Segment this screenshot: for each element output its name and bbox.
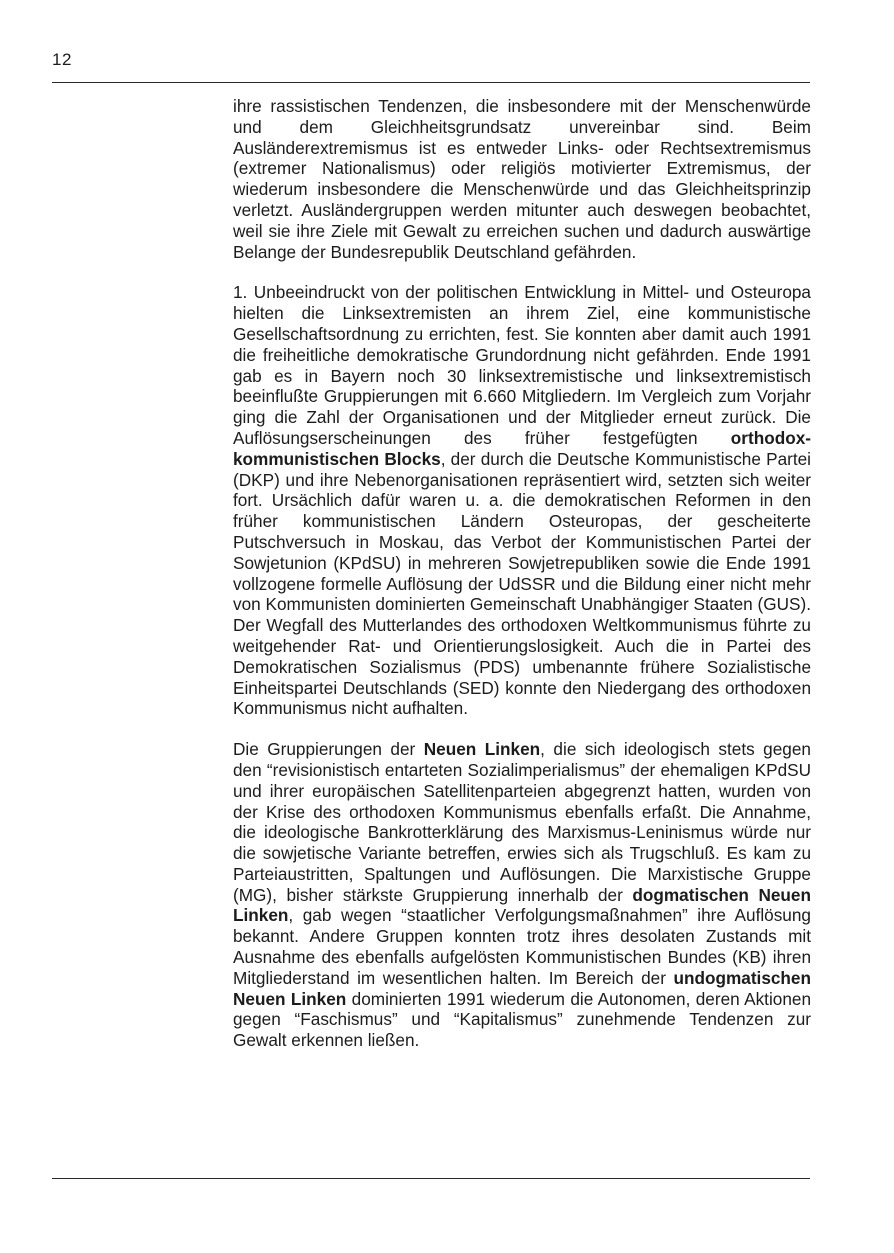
paragraph-neue-linke	[233, 739, 811, 1051]
paragraph-intro	[233, 96, 811, 262]
text-run: ihre rassistischen Tendenzen, die insbesondere mit der Menschenwürde und dem Gleichheitsgrundsatz unvereinbar sind. Beim Ausländerextremismus ist es entweder Links- oder Rechtsextremismus (extremer Nationalismus) oder religiös motivierter Extremismus, der wiederum insbesondere die Menschenwürde und das Gleichheitsprinzip verletzt. Ausländergruppen werden mitunter auch deswegen beobachtet, weil sie ihre Ziele mit Gewalt zu erreichen suchen und dadurch auswärtige Belange der Bundesrepublik Deutschland gefährden.	[233, 96, 811, 262]
paragraph-linksextremismus	[233, 282, 811, 719]
body-text	[233, 96, 811, 1051]
text-run: dominierten 1991 wiederum die Autonomen, deren Aktionen gegen “Faschismus” und “Kapitalismus” zunehmende Tendenzen zur Gewalt erkennen ließen.	[233, 988, 811, 1051]
bold-term: orthodox-kommunistischen Blocks	[233, 427, 811, 469]
bold-term: Neuen Linken	[423, 739, 541, 760]
bold-term: undogmatischen Neuen Linken	[233, 967, 811, 1009]
text-run: , die sich ideologisch stets gegen den “revisionistisch entarteten Sozialimperialismus” der ehemaligen KPdSU und ihrer europäischen Satellitenparteien abgegrenzt hatten, wurden von der Krise des orthodoxen Kommunismus ebenfalls erfaßt. Die Annahme, die ideologische Bankrotterklärung des Marxismus-Leninismus würde nur die sowjetische Variante betreffen, erwies sich als Trugschluß. Es kam zu Parteiaustritten, Spaltungen und Auflösungen. Die Marxistische Gruppe (MG), bisher stärkste Gruppierung innerhalb der	[233, 739, 811, 905]
top-rule	[52, 82, 810, 83]
page-number: 12	[52, 50, 72, 69]
bottom-rule	[52, 1178, 810, 1179]
text-run: , der durch die Deutsche Kommunistische Partei (DKP) und ihre Nebenorganisationen repräsentiert wird, setzten sich weiter fort. Ursächlich dafür waren u. a. die demokratischen Reformen in den früher kommunistischen Ländern Osteuropas, der gescheiterte Putschversuch in Moskau, das Verbot der Kommunistischen Partei der Sowjetunion (KPdSU) in mehreren Sowjetrepubliken sowie die Ende 1991 vollzogene formelle Auflösung der UdSSR und die Bildung einer nicht mehr von Kommunisten dominierten Gemeinschaft Unabhängiger Staaten (GUS). Der Wegfall des Mutterlandes des orthodoxen Weltkommunismus führte zu weitgehender Rat- und Orientierungslosigkeit. Auch die in Partei des Demokratischen Sozialismus (PDS) umbenannte frühere Sozialistische Einheitspartei Deutschlands (SED) konnte den Niedergang des orthodoxen Kommunismus nicht aufhalten.	[233, 448, 811, 719]
text-run: Die Gruppierungen der	[233, 739, 424, 760]
bold-term: dogmatischen Neuen Linken	[233, 884, 811, 926]
text-run: , gab wegen “staatlicher Verfolgungsmaßnahmen” ihre Auflösung bekannt. Andere Gruppen konnten trotz ihres desolaten Zustands mit Ausnahme des ebenfalls aufgelösten Kommunistischen Bundes (KB) ihren Mitgliederstand im wesentlichen halten. Im Bereich der	[233, 905, 811, 988]
text-run: 1. Unbeeindruckt von der politischen Entwicklung in Mittel- und Osteuropa hielten die Linksextremisten an ihrem Ziel, eine kommunistische Gesellschaftsordnung zu errichten, fest. Sie konnten aber damit auch 1991 die freiheitliche demokratische Grundordnung nicht gefährden. Ende 1991 gab es in Bayern noch 30 linksextremistische und linksextremistisch beeinflußte Gruppierungen mit 6.660 Mitgliedern. Im Vergleich zum Vorjahr ging die Zahl der Organisationen und der Mitglieder erneut zurück. Die Auflösungserscheinungen des früher festgefügten	[233, 282, 811, 448]
